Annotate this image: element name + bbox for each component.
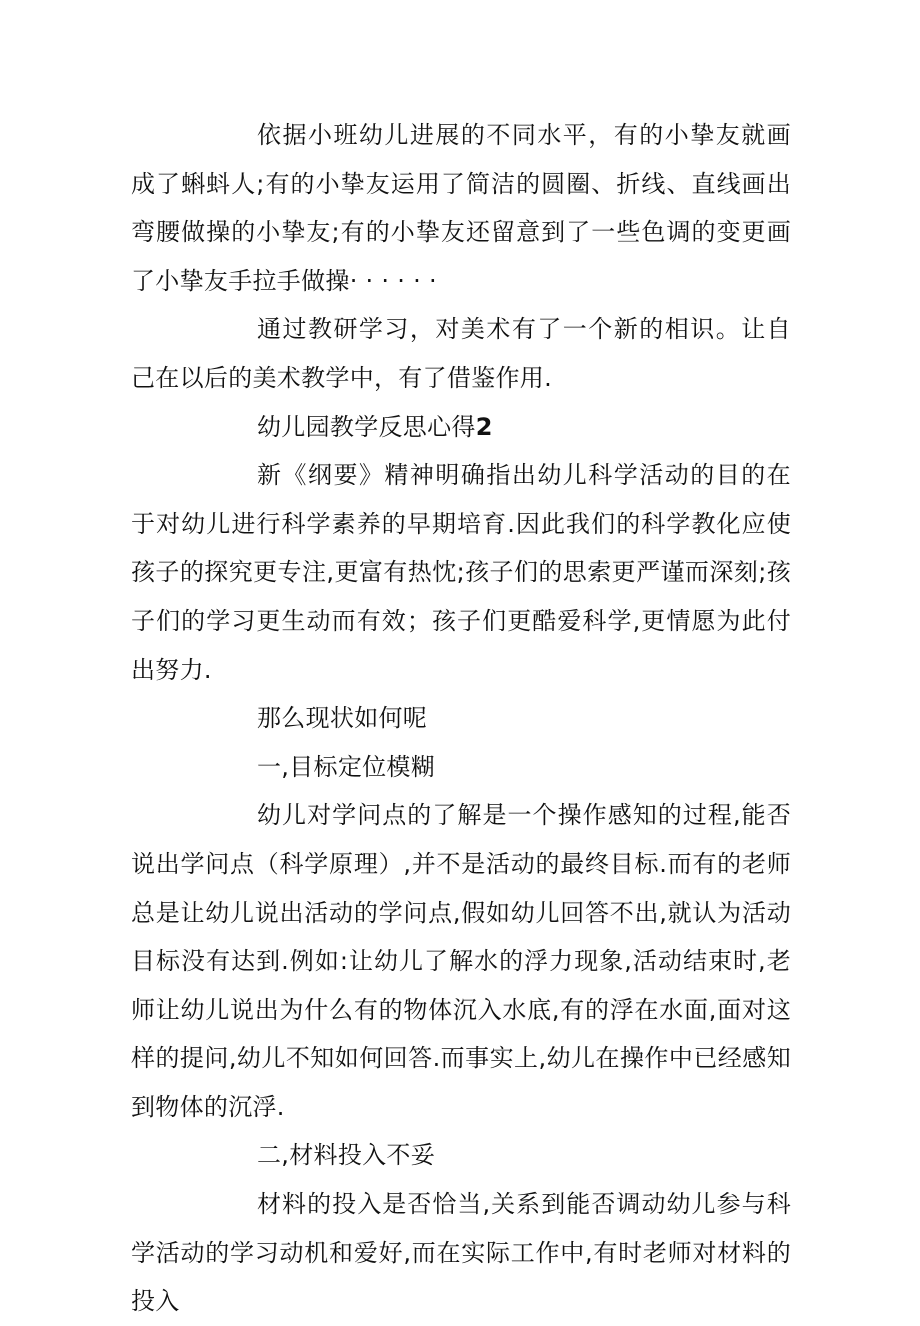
paragraph-drawing-results: 依据小班幼儿进展的不同水平，有的小挚友就画成了蝌蚪人;有的小挚友运用了简洁的圆圈、折线、直线画出弯腰做操的小挚友;有的小挚友还留意到了一些色调的变更画了小挚友手拉手做操· · · · · · <box>131 121 791 295</box>
paragraph-current-status: 那么现状如何呢 <box>257 704 428 733</box>
paragraph-outline-spirit: 新《纲要》精神明确指出幼儿科学活动的目的在于对幼儿进行科学素养的早期培育.因此我们的科学教化应使孩子的探究更专注,更富有热忱;孩子们的思索更严谨而深刻;孩子们的学习更生动而有效；孩子们更酷爱科学,更情愿为此付出努力. <box>131 461 791 684</box>
paragraph-material-appropriateness: 材料的投入是否恰当,关系到能否调动幼儿参与科学活动的学习动机和爱好,而在实际工作中,有时老师对材料的投入 <box>131 1190 791 1316</box>
section-heading-number: 2 <box>475 412 493 441</box>
section-heading-text: 幼儿园教学反思心得 <box>257 412 476 441</box>
paragraph-research-learning: 通过教研学习，对美术有了一个新的相识。让自己在以后的美术教学中，有了借鉴作用. <box>131 315 791 392</box>
paragraph-knowledge-points: 幼儿对学问点的了解是一个操作感知的过程,能否说出学问点（科学原理）,并不是活动的最终目标.而有的老师总是让幼儿说出活动的学问点,假如幼儿回答不出,就认为活动目标没有达到.例如:让幼儿了解水的浮力现象,活动结束时,老师让幼儿说出为什么有的物体沉入水底,有的浮在水面,面对这样的提问,幼儿不知如何回答.而事实上,幼儿在操作中已经感知到物体的沉浮. <box>131 801 791 1121</box>
subheading-material-input: 二,材料投入不妥 <box>257 1141 436 1170</box>
document-body <box>131 111 791 1326</box>
subheading-goal-positioning: 一,目标定位模糊 <box>257 752 436 781</box>
section-heading <box>131 403 791 452</box>
